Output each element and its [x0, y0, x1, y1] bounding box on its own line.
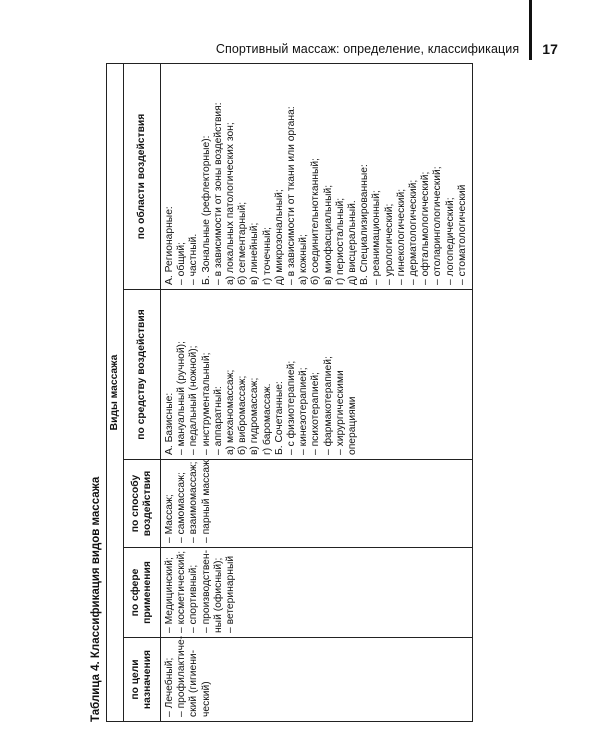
cell-line: операциями: [347, 396, 359, 455]
column-header-sphere: по сфере применения: [124, 548, 161, 638]
cell-line: а) локальных патологических зон;: [225, 122, 237, 285]
running-header: [216, 38, 558, 60]
column-header-method: по способу воздействия: [124, 460, 161, 548]
cell-line: – производствен-: [200, 549, 212, 633]
cell-line: г) баромассаж.: [261, 383, 273, 455]
table-caption: Таблица 4. Классификация видов массажа: [90, 476, 102, 722]
cell-line: – спортивный;: [188, 564, 200, 633]
cell-line: а) механомассаж;: [225, 369, 237, 455]
cell-line: б) сегментарный;: [237, 201, 249, 285]
cell-line: – гинекологический;: [395, 188, 407, 285]
cell-line: ский (гигиени-: [188, 649, 200, 717]
cell-line: – отоларингологический;: [432, 166, 444, 285]
cell-line: – общий;: [176, 241, 188, 285]
column-header-area: по области воздействия: [124, 63, 161, 289]
cell-line: Б. Зональные (рефлекторные):: [200, 135, 212, 285]
cell-line: В. Специализированные:: [359, 164, 371, 285]
page-number: 17: [542, 41, 558, 57]
cell-line: – психотерапией;: [310, 371, 322, 455]
cell-line: – самомассаж;: [176, 472, 188, 543]
cell-line: – с физиотерапией;: [286, 360, 298, 455]
cell-line: – фармакотерапией;: [322, 356, 334, 455]
rotated-table-block: [88, 64, 493, 722]
cell-line: – Массаж;: [164, 494, 175, 543]
cell-line: – частный.: [188, 233, 200, 285]
cell-line: – логопедический;: [444, 197, 456, 285]
massage-classification-table: [106, 63, 473, 722]
cell-line: – Медицинский;: [164, 557, 175, 633]
cell-line: – урологический;: [383, 203, 395, 285]
cell-method: [161, 460, 473, 548]
running-header-title: Спортивный массаж: определение, классификация: [215, 42, 520, 56]
cell-line: ческий): [200, 681, 212, 717]
cell-line: – хирургическими: [334, 370, 346, 455]
cell-line: г) точечный;: [261, 227, 273, 285]
cell-line: – офтальмологический;: [420, 171, 432, 285]
cell-line: б) вибромассаж;: [237, 375, 249, 455]
header-divider: [529, 0, 532, 60]
cell-purpose: [161, 635, 473, 722]
cell-line: д) микрозональный;: [273, 189, 285, 285]
cell-line: г) периостальный;: [334, 197, 346, 285]
cell-line: – мануальный (ручной);: [176, 341, 188, 455]
cell-line: – косметический;: [176, 550, 188, 633]
cell-line: – Лечебный;: [164, 657, 175, 717]
cell-line: в) гидромассаж;: [249, 377, 261, 455]
cell-line: б) соединительнотканный;: [310, 158, 322, 285]
cell-line: – в зависимости от ткани или органа:: [286, 106, 298, 285]
column-header-means: по средству воздействия: [124, 290, 161, 460]
group-header: Виды массажа: [107, 63, 124, 721]
cell-line: – стоматологический: [456, 184, 468, 285]
cell-line: ный (офисный);: [212, 557, 224, 633]
cell-line: – реанимационный;: [371, 190, 383, 285]
cell-sphere: [161, 548, 473, 638]
cell-line: – парный массаж: [200, 459, 212, 543]
cell-line: – взаимомассаж;: [188, 461, 200, 543]
cell-line: – профилактиче-: [176, 635, 188, 717]
cell-line: – ветеринарный: [225, 555, 237, 633]
cell-means: [161, 290, 473, 460]
cell-area: [161, 63, 473, 289]
cell-line: А. Базисные:: [164, 392, 175, 455]
cell-line: – кинезотерапией;: [298, 367, 310, 455]
cell-line: Б. Сочетанные:: [273, 381, 285, 455]
cell-line: – инструментальный;: [200, 352, 212, 455]
cell-line: – педальный (ножной);: [188, 345, 200, 455]
cell-line: а) кожный;: [298, 234, 310, 285]
cell-line: – в зависимости от зоны воздействия:: [212, 102, 224, 285]
cell-line: – дерматологический;: [408, 179, 420, 285]
cell-line: А. Регионарные:: [164, 206, 175, 285]
cell-line: – аппаратный:: [212, 386, 224, 455]
cell-line: в) линейный;: [249, 222, 261, 285]
column-header-purpose: по цели назначения: [124, 638, 161, 722]
cell-line: д) висцеральный.: [347, 200, 359, 285]
cell-line: в) миофасциальный;: [322, 184, 334, 285]
